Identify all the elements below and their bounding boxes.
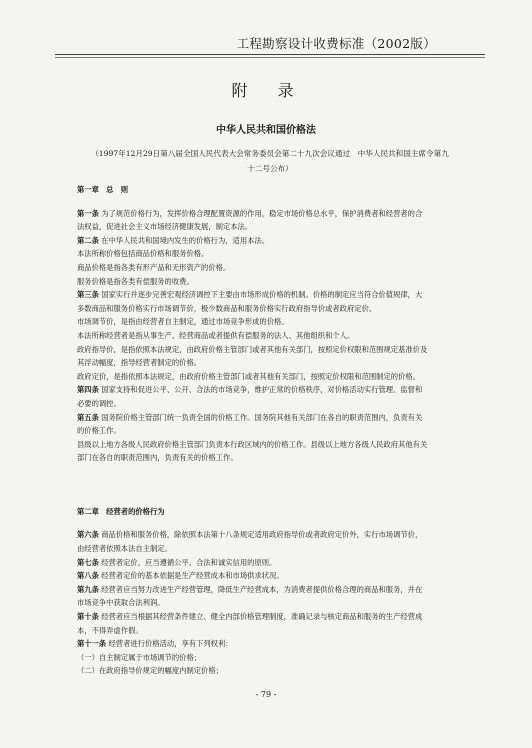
article-number: 第三条 [77,290,99,300]
article-6 [77,528,473,542]
article-number: 第五条 [77,412,99,422]
law-body [77,183,473,678]
article-text-line: 服务价格是指各类有偿服务的收费。 [77,276,194,286]
article-number: 第九条 [77,584,99,594]
article-text-line: 其浮动幅度，指导经营者制定的价格。 [77,358,202,368]
article-text-line: 由经营者依照本法自主制定。 [77,544,172,554]
article-number: 第二条 [77,235,99,245]
article-text-line: 市场竞争中获取合法利润。 [77,598,165,608]
article-text-line: 多数商品和服务价格实行市场调节价，极少数商品和服务价格实行政府指导价或者政府定价。 [77,303,377,313]
article-text: 经营者应当努力改进生产经营管理，降低生产经营成本，为消费者提供价格合理的商品和服务，并在 [101,584,423,594]
appendix-title: 附 录 [231,81,301,100]
article-text-line: 政府指导价，是指依照本法规定，由政府价格主管部门或者其他有关部门，按照定价权限和范围规定基准价及 [77,344,428,354]
enactment-note [60,146,480,176]
article-number: 第十条 [77,612,99,622]
running-head: 工程勘察设计收费标准（2002版） [236,36,436,51]
article-text: 经营者应当根据其经营条件建立、健全内部价格管理制度，准确记录与核定商品和服务的生产经营成 [101,612,423,622]
article-number: 第一条 [77,208,99,218]
list-item: （二）在政府指导价规定的幅度内制定价格； [77,666,223,676]
article-text: 国家实行并逐步完善宏观经济调控下主要由市场形成价格的机制。价格的制定应当符合价值规律，大 [101,290,423,300]
article-text: 经营者定价，应当遵循公平、合法和诚实信用的原则。 [101,557,277,567]
article-5 [77,411,473,425]
article-text-line: 必要的调控。 [77,398,121,408]
list-item: （一）自主制定属于市场调节的价格； [77,652,202,662]
article-number: 第八条 [77,571,99,581]
article-text: 国家支持和促进公平、公开、合法的市场竞争，维护正常的价格秩序，对价格活动实行管理、监督和 [101,385,423,395]
article-number: 第十一条 [77,639,107,649]
header-rule [55,54,485,55]
article-text: 国务院价格主管部门统一负责全国的价格工作。国务院其他有关部门在各自的职责范围内，负责有关 [101,412,423,422]
chapter-heading: 第一章 总 则 [77,185,129,194]
article-number: 第六条 [77,530,99,540]
article-3 [77,288,473,302]
page-number: - 79 - [255,690,277,699]
article-text-line: 本法所称价格包括商品价格和服务价格。 [77,249,209,259]
header-rule-thin [55,57,485,58]
article-text-line: 政府定价，是指依照本法规定，由政府价格主管部门或者其他有关部门，按照定价权限和范围制定的价格。 [77,371,420,381]
article-1 [77,207,473,221]
article-10 [77,610,473,624]
article-text-line: 部门在各自的职责范围内，负责有关的价格工作。 [77,453,238,463]
article-number: 第四条 [77,385,99,395]
law-title: 中华人民共和国价格法 [216,125,316,136]
article-text-line: 法权益，促进社会主义市场经济健康发展，制定本法。 [77,222,253,232]
chapter-heading: 第二章 经营者的价格行为 [77,506,165,516]
article-text-line: 市场调节价，是指由经营者自主制定，通过市场竞争形成的价格。 [77,317,289,327]
article-9 [77,583,473,597]
article-text-line: 商品价格是指各类有形产品和无形资产的价格。 [77,262,231,272]
article-text-line: 县级以上地方各级人民政府价格主管部门负责本行政区域内的价格工作。县级以上地方各级人民政府其他有关 [77,439,428,449]
article-number: 第七条 [77,557,99,567]
note-line: （1997年12月29日第八届全国人民代表大会常务委员会第二十九次会议通过 中华人民共和国主席令第九 [91,149,449,158]
article-text-line: 本，不得弄虚作假。 [77,625,143,635]
article-text: 经营者进行价格活动，享有下列权利： [108,639,233,649]
article-4 [77,383,473,397]
article-text-line: 的价格工作。 [77,426,121,436]
article-text-line: 本法所称经营者是指从事生产、经营商品或者提供有偿服务的法人、其他组织和个人。 [77,330,355,340]
article-text: 商品价格和服务价格，除依照本法第十八条规定适用政府指导价或者政府定价外，实行市场调节价， [101,530,423,540]
article-11 [77,637,473,651]
article-8 [77,569,473,583]
article-text: 为了规范价格行为，发挥价格合理配置资源的作用，稳定市场价格总水平，保护消费者和经营者的合 [101,208,423,218]
article-7 [77,556,473,570]
note-line: 十二号公布） [247,164,293,173]
article-2 [77,234,473,248]
article-text: 在中华人民共和国境内发生的价格行为，适用本法。 [101,235,270,245]
article-text: 经营者定价的基本依据是生产经营成本和市场供求状况。 [101,571,284,581]
